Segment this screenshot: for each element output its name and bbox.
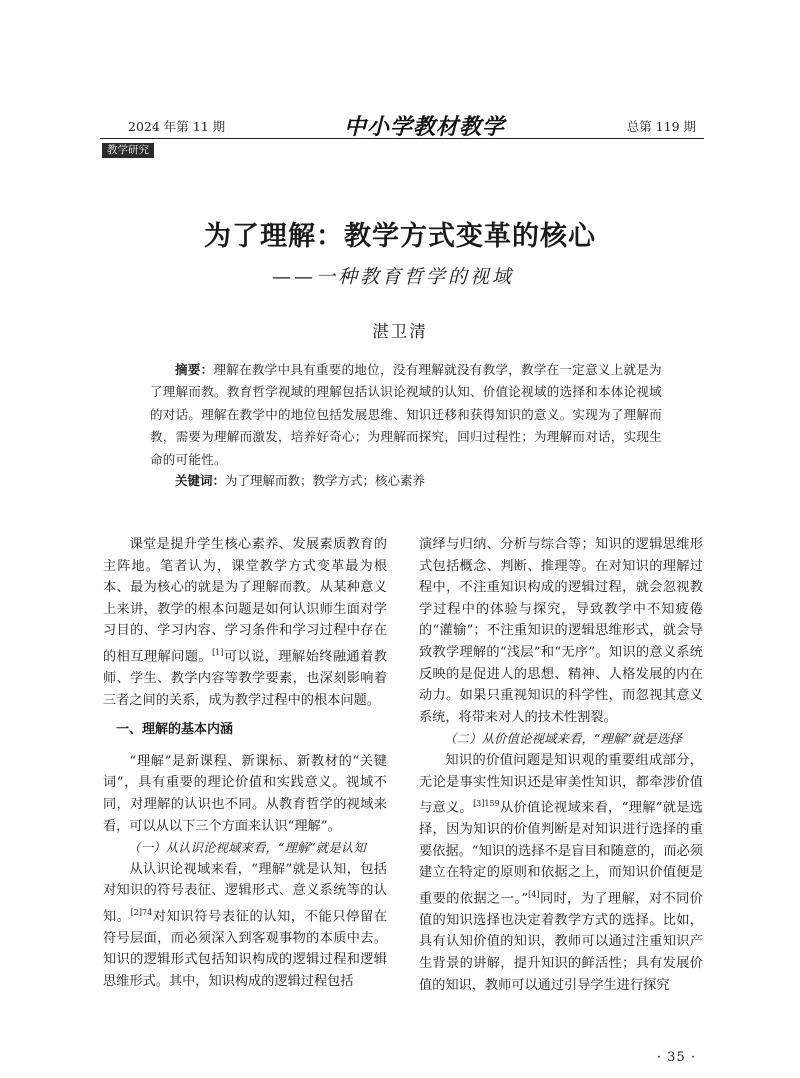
paragraph: “理解”是新课程、新课标、新教材的“关键词”，具有重要的理论价值和实践意义。视域不同，对理解的认识也不同。从教育哲学的视域来看，可以从以下三个方面来认识“理解”。: [103, 753, 387, 834]
left-column: [103, 534, 387, 993]
paragraph-text: 可以说，理解始终融通着教师、学生、教学内容等教学要素，也深刻影响着三者之间的关系，成为教学过程中的根本问题。: [103, 649, 387, 708]
section-tag: 教学研究: [102, 143, 154, 158]
paragraph-text: 同时，为了理解，对不同价值的知识选择也决定着教学方式的选择。比如，具有认知价值的知识，教师可以通过注重知识产生背景的讲解，提升知识的鲜活性；具有发展价值的知识，教师可以通过引导学生进行探究: [419, 891, 703, 993]
citation-ref: [3]159: [473, 799, 500, 809]
abstract-label: 摘要：: [175, 362, 214, 377]
abstract: [150, 359, 662, 471]
citation-ref: [1]: [212, 647, 224, 657]
total-issue-label: 总第 119 期: [626, 119, 696, 134]
paragraph: 演绎与归纳、分析与综合等；知识的逻辑思维形式包括概念、判断、推理等。在对知识的理解过程中，不注重知识构成的逻辑过程，就会忽视教学过程中的体验与探究，导致教学中不知疲倦的“灌输”；不注重知识的逻辑思维形式，就会导致教学理解的“浅层”和“无序”。知识的意义系统反映的是促进人的思想、精神、人格发展的内在动力。如果只重视知识的科学性，而忽视其意义系统，将带来对人的技术性割裂。: [419, 537, 703, 725]
header-rule: [100, 138, 704, 139]
citation-ref: [4]: [528, 889, 540, 899]
paragraph-text: 知识的价值问题是知识观的重要组成部分，无论是事实性知识还是审美性知识，都牵涉价值与意义。: [419, 752, 703, 816]
section-heading: 一、理解的基本内涵: [116, 722, 234, 738]
right-column: [419, 534, 703, 996]
paragraph-text: 课堂是提升学生核心素养、发展素质教育的主阵地。笔者认为，课堂教学方式变革最为根本、最为核心的就是为了理解而教。从某种意义上来讲，教学的根本问题是如何认识师生面对学习目的、学习内容、学习条件和学习过程中存在的相互理解问题。: [103, 537, 387, 665]
article-title: 为了理解：教学方式变革的核心: [204, 221, 596, 252]
author-name: 湛卫清: [372, 322, 428, 341]
issue-label: 2024 年第 11 期: [128, 119, 226, 134]
abstract-text: 理解在教学中具有重要的地位，没有理解就没有教学，教学在一定意义上就是为了理解而教。教育哲学视域的理解包括认识论视域的认知、价值论视域的选择和本体论视域的对话。理解在教学中的地位包括发展思维、知识迁移和获得知识的意义。实现为了理解而教，需要为理解而激发，培养好奇心；为理解而探究，回归过程性；为理解而对话，实现生命的可能性。: [150, 362, 663, 467]
subsection-heading: （一）从认识论视域来看，“理解”就是认知: [128, 840, 366, 856]
paragraph-text: 从认识论视域来看，“理解”就是认知，包括对知识的符号表征、逻辑形式、意义系统等的认知。: [103, 861, 387, 925]
paragraph-text: 从价值论视域来看，“理解”就是选择，因为知识的价值判断是对知识进行选择的重要依据。“知识的选择不是盲目和随意的，而必须建立在特定的原则和依据之上，而知识价值便是重要的依据之一。”: [419, 800, 704, 907]
paragraph: [103, 534, 387, 711]
paragraph-text: 对知识符号表征的认知，不能只停留在符号层面，而必须深入到客观事物的本质中去。知识的逻辑形式包括知识构成的逻辑过程和逻辑思维形式。其中，知识构成的逻辑过程包括: [103, 909, 388, 990]
keywords-text: 为了理解而教；教学方式；核心素养: [225, 473, 426, 488]
paragraph: [103, 859, 387, 993]
article-subtitle: ——一种教育哲学的视域: [272, 266, 515, 288]
paragraph: [419, 750, 703, 996]
page-number: · 35 ·: [656, 1050, 696, 1065]
subsection-heading: （二）从价值论视域来看，“理解”就是选择: [444, 731, 682, 747]
keywords-label: 关键词：: [175, 473, 226, 488]
citation-ref: [2]74: [130, 907, 153, 917]
keywords: [150, 470, 662, 492]
journal-logo: 中小学教材教学: [344, 114, 506, 140]
